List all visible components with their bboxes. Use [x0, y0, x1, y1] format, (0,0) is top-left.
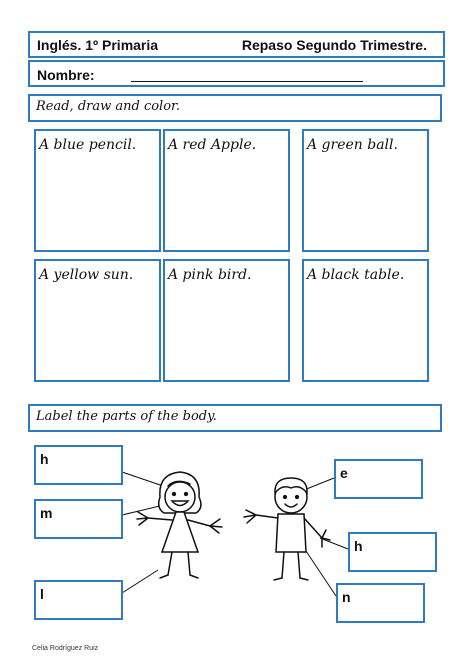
- label-letter: e: [340, 465, 348, 481]
- cell-caption: A blue pencil.: [39, 137, 137, 153]
- girl-figure: [137, 472, 222, 578]
- label-box-boy-3[interactable]: [336, 583, 425, 623]
- label-box-boy-2[interactable]: [348, 532, 437, 572]
- label-box-boy-1[interactable]: [334, 459, 423, 499]
- label-letter: m: [40, 505, 53, 521]
- label-box-girl-1[interactable]: [34, 445, 123, 485]
- instruction-body-text: Label the parts of the body.: [36, 409, 217, 424]
- label-letter: n: [342, 589, 351, 605]
- subject-title: Inglés. 1º Primaria: [37, 37, 159, 53]
- label-box-girl-3[interactable]: [34, 580, 123, 620]
- label-letter: h: [40, 451, 49, 467]
- review-title: Repaso Segundo Trimestre.: [241, 37, 427, 53]
- cell-caption: A pink bird.: [168, 267, 252, 283]
- leader-lines: [122, 472, 348, 596]
- cell-caption: A green ball.: [307, 137, 398, 153]
- cell-caption: A black table.: [307, 267, 405, 283]
- label-box-girl-2[interactable]: [34, 499, 123, 539]
- cell-caption: A red Apple.: [168, 137, 257, 153]
- label-letter: l: [40, 586, 44, 602]
- author-credit: Celia Rodríguez Ruiz: [32, 645, 99, 652]
- label-letter: h: [354, 538, 363, 554]
- instruction-draw-text: Read, draw and color.: [36, 99, 180, 114]
- boy-figure: [244, 478, 330, 580]
- cell-caption: A yellow sun.: [39, 267, 134, 283]
- name-label: Nombre:: [37, 67, 95, 83]
